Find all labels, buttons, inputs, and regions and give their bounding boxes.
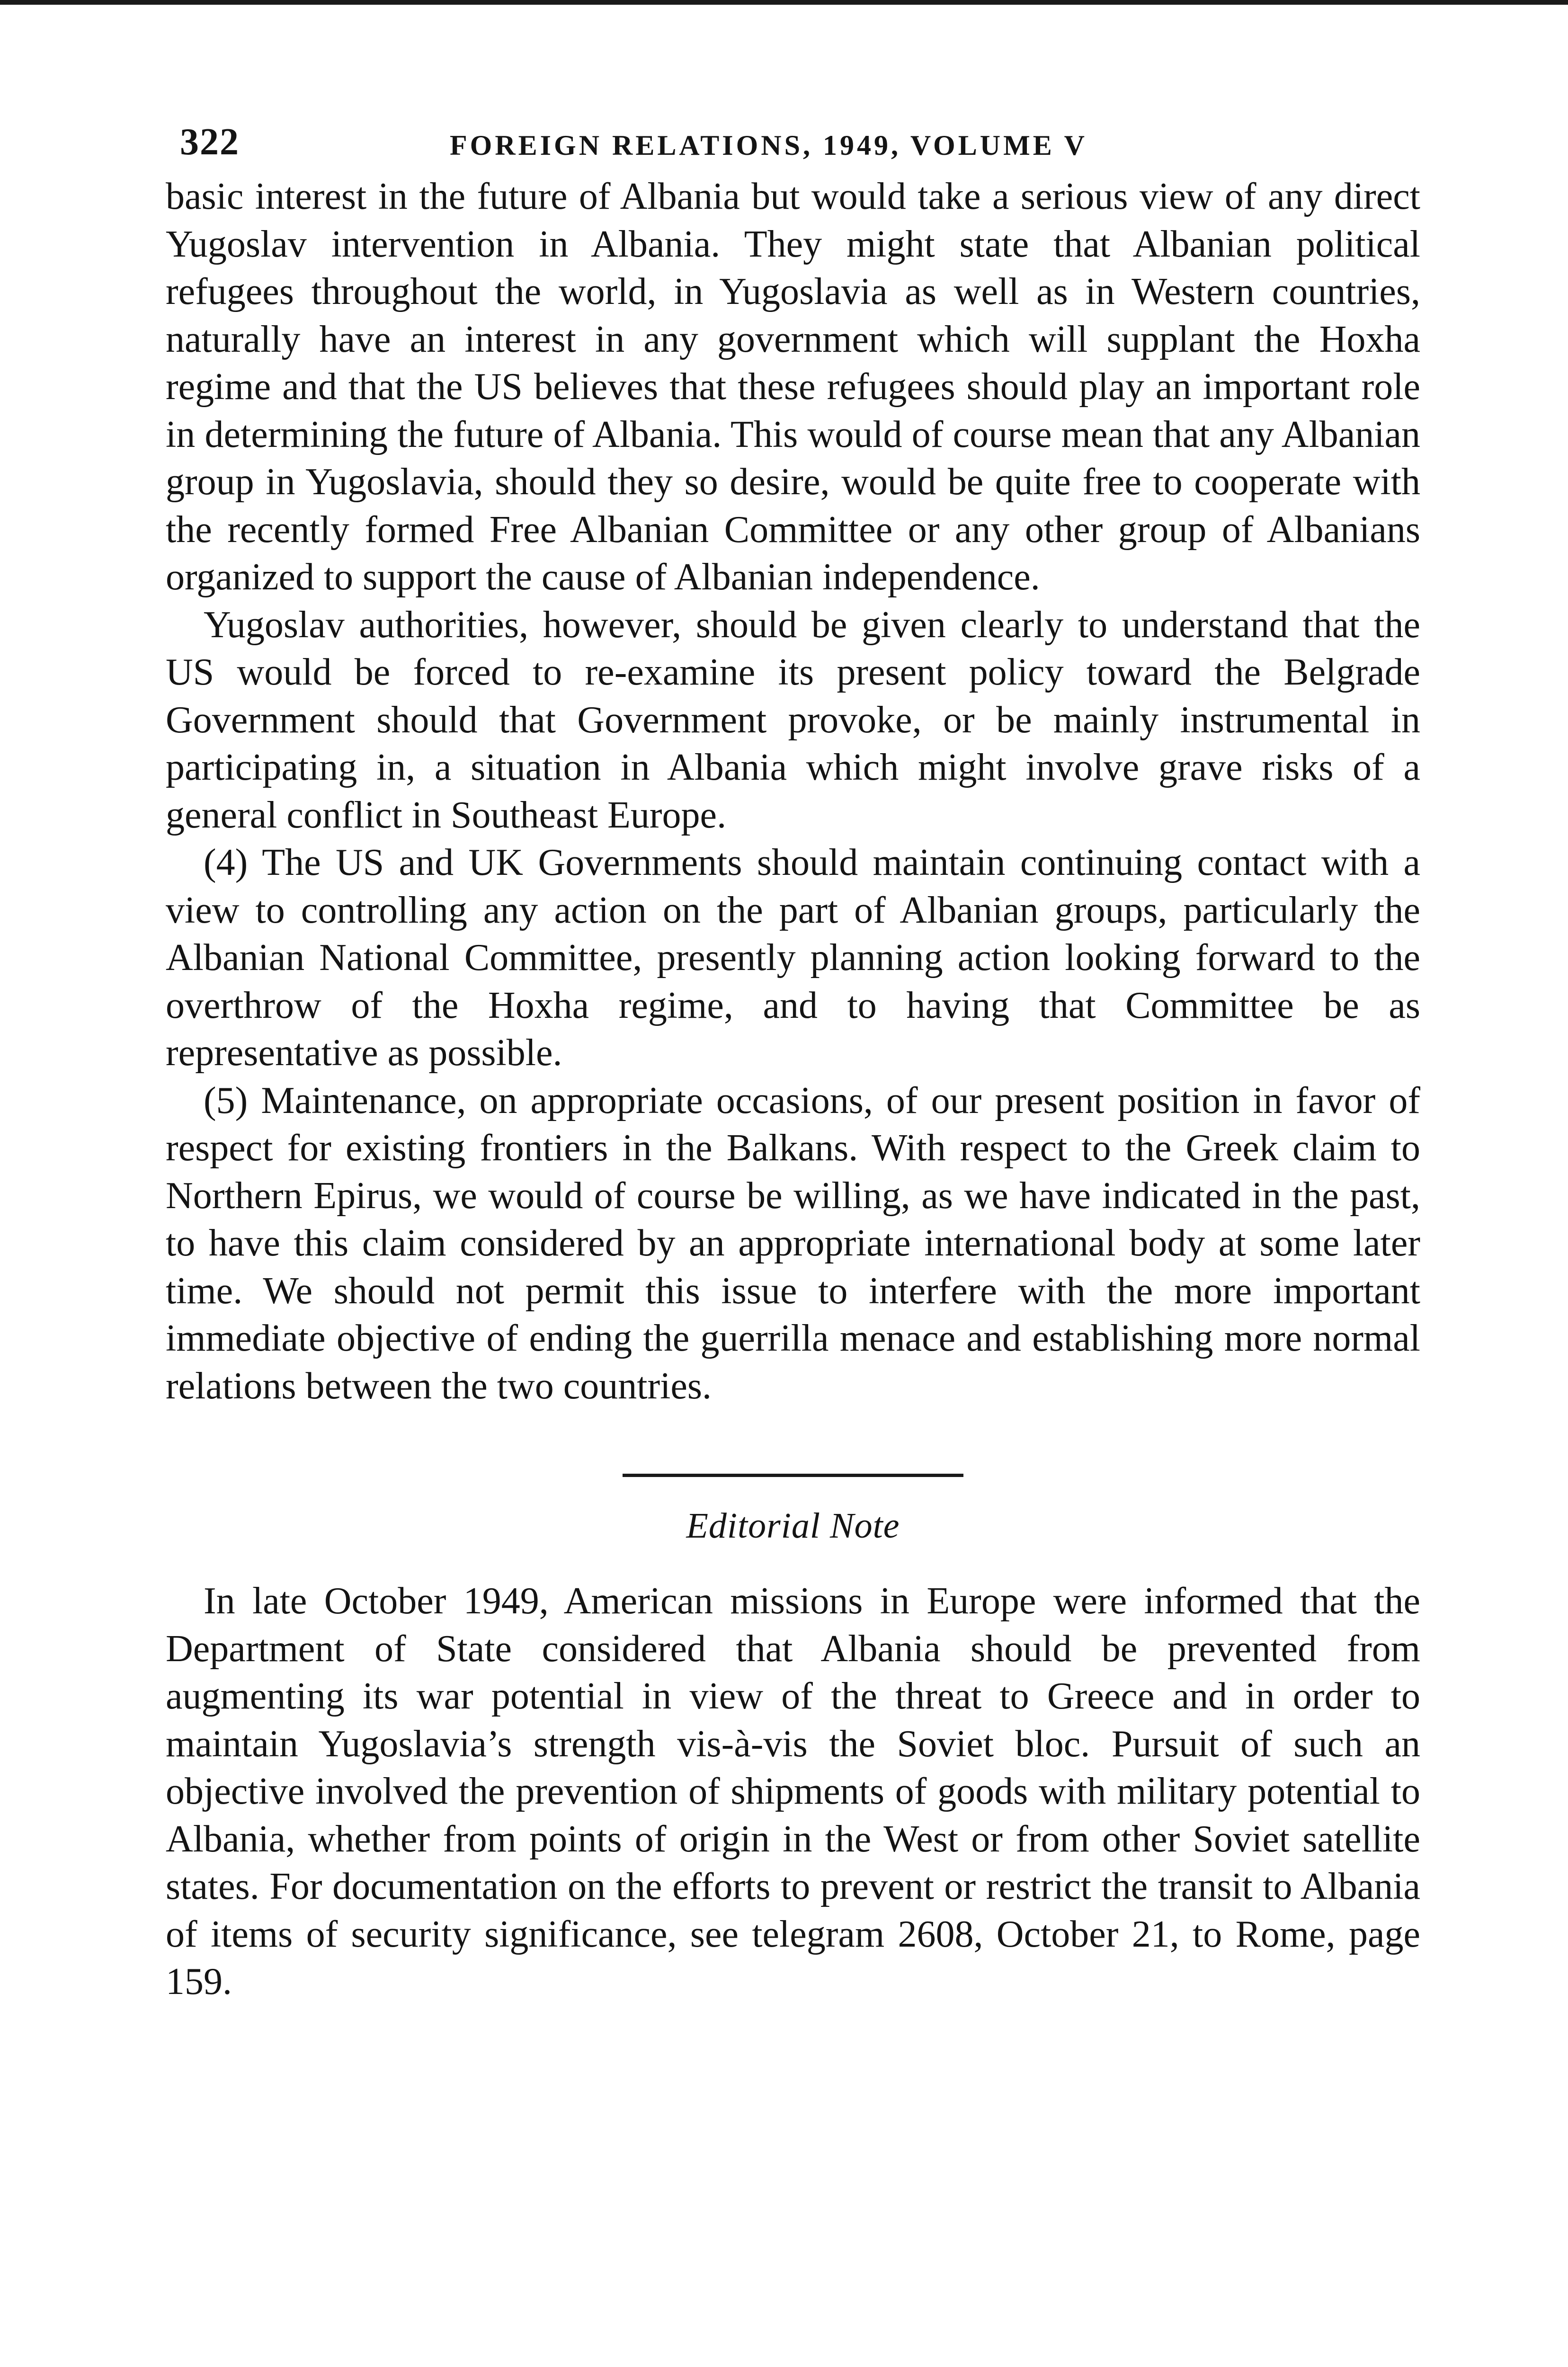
running-head-title: FOREIGN RELATIONS, 1949, VOLUME V: [450, 130, 1087, 161]
paragraph-point-4: (4) The US and UK Governments should maintain continuing contact with a view to controlling any action on the part of Albanian groups, particularly the Albanian National Committee, presently planning action looking forward to the overthrow of the Hoxha regime, and to having that Committee be as representative as possible.: [166, 842, 1420, 1074]
editorial-note-text: In late October 1949, American missions in Europe were informed that the Department of State considered that Albania should be prevented from augmenting its war potential in view of the threat to Greece and in order to maintain Yugoslavia’s strength vis-à-vis the Soviet bloc. Pursuit of such an objective involved the prevention of shipments of goods with military potential to Albania, whether from points of origin in the West or from other Soviet satellite states. For documentation on the efforts to prevent or restrict the transit to Albania of items of security significance, see telegram 2608, October 21, to Rome, page 159.: [166, 1580, 1420, 2002]
running-head: [166, 121, 1420, 173]
page-number: 322: [180, 121, 240, 163]
top-border-rule: [0, 0, 1568, 5]
document-page: [166, 121, 1420, 2006]
editorial-note-title: Editorial Note: [686, 1506, 900, 1546]
paragraph-yugoslav-authorities: Yugoslav authorities, however, should be given clearly to understand that the US would be forced to re-examine its present policy toward the Belgrade Government should that Government provoke, or be mainly instrumental in participating in, a situation in Albania which might involve grave risks of a general conflict in Southeast Europe.: [166, 604, 1420, 836]
section-separator-rule: [623, 1474, 963, 1477]
paragraph-point-5: (5) Maintenance, on appropriate occasions, of our present position in favor of respect for existing frontiers in the Balkans. With respect to the Greek claim to Northern Epirus, we would of course be willing, as we have indicated in the past, to have this claim considered by an appropriate international body at some later time. We should not permit this issue to interfere with the more important immediate objective of ending the guerrilla menace and establishing more normal relations between the two countries.: [166, 1079, 1420, 1407]
paragraph-continuation: basic interest in the future of Albania but would take a serious view of any direct Yugoslav intervention in Albania. They might state that Albanian political refugees throughout the world, in Yugoslavia as well as in Western countries, naturally have an interest in any government which will supplant the Hoxha regime and that the US believes that these refugees should play an important role in determining the future of Albania. This would of course mean that any Albanian group in Yugoslavia, should they so desire, would be quite free to cooperate with the recently formed Free Albanian Committee or any other group of Albanians organized to support the cause of Albanian independence.: [166, 176, 1420, 598]
main-text: [166, 173, 1420, 1410]
